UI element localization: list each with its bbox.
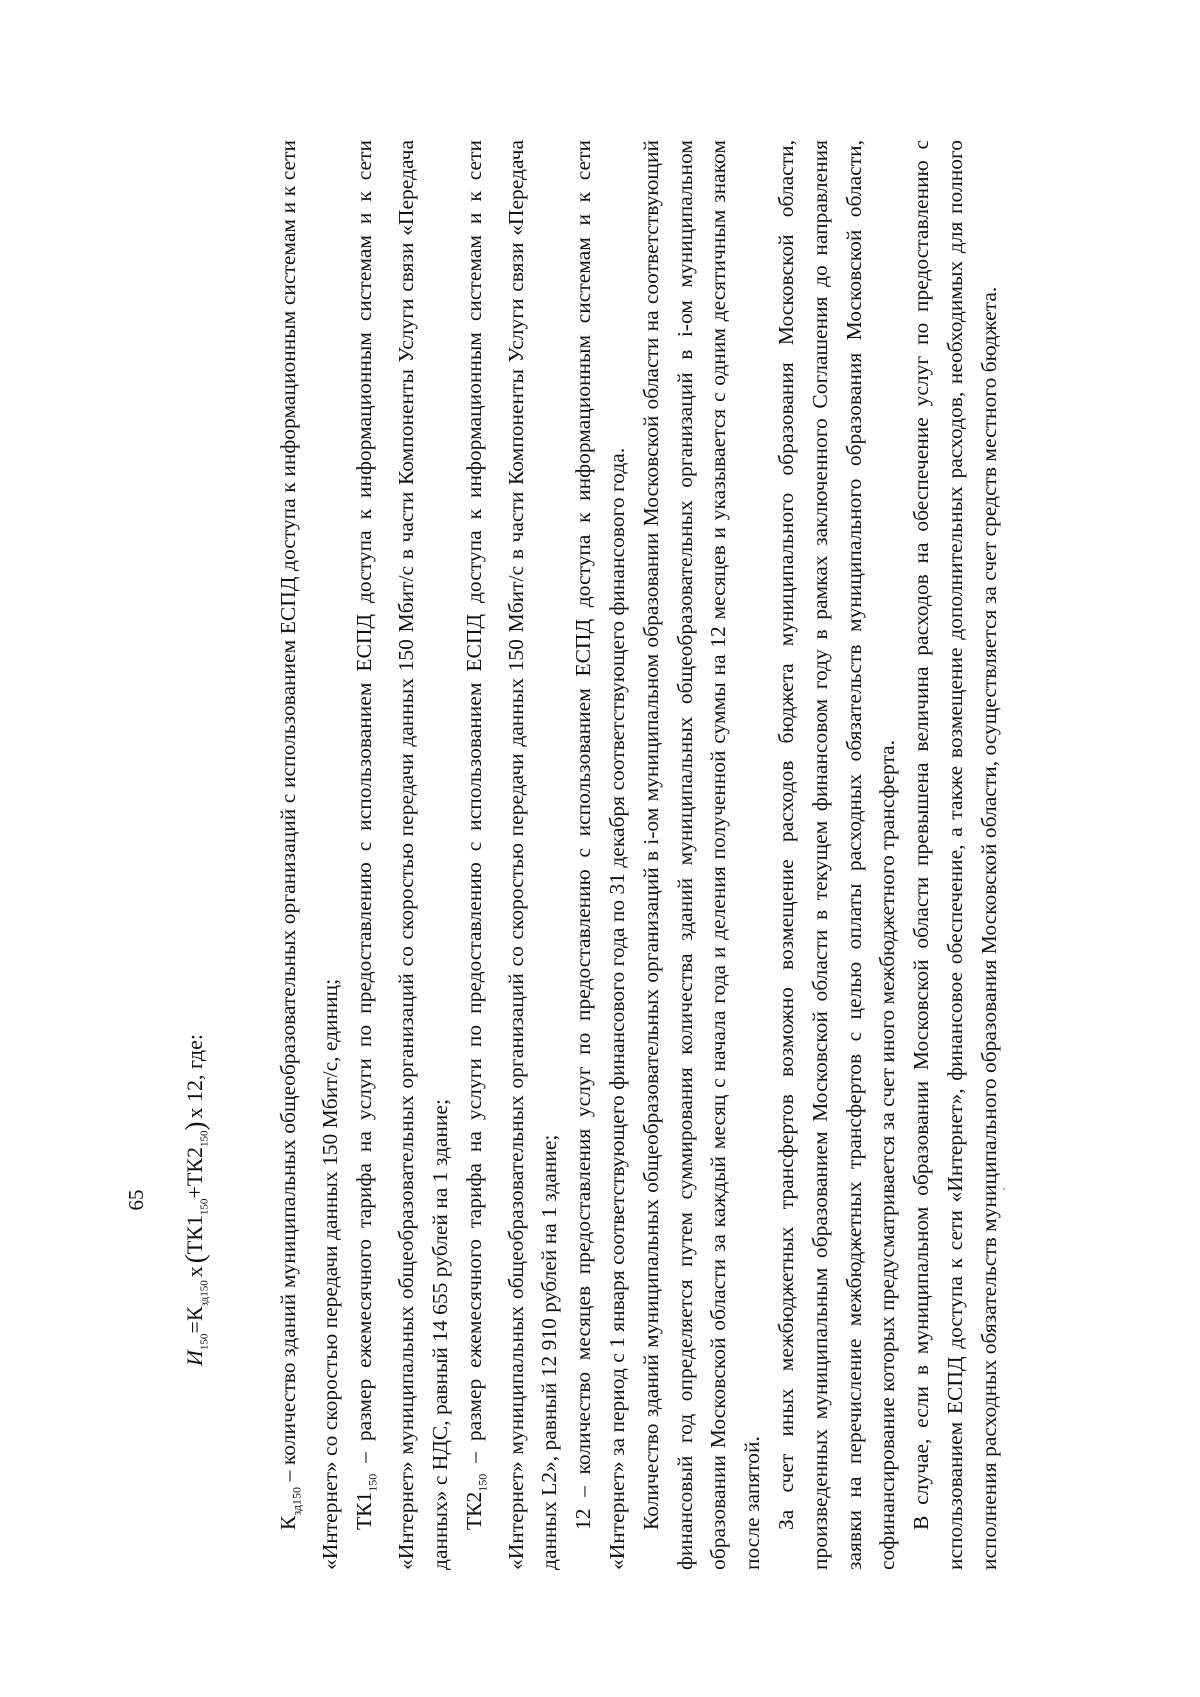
scan-speck [1003, 1188, 1005, 1190]
formula-tail: х 12, где: [182, 1034, 207, 1119]
formula-times: х [182, 1266, 207, 1278]
formula-k-sub: зд150 [198, 1280, 211, 1307]
formula-lhs: И [182, 1350, 207, 1366]
formula-lhs-sub: 150 [198, 1333, 211, 1351]
formula-tk1: ТК1 [182, 1215, 207, 1255]
def-symbol: ТК1 [351, 1491, 376, 1530]
formula-tk2: ТК2 [182, 1147, 207, 1187]
formula-tk2-sub: 150 [198, 1130, 211, 1148]
definition-12-months [567, 140, 635, 1570]
formula: $И_{150}=К_{зд150}х(ТК1_{150}+ТК2_{150})х$ 12, где: [180, 1034, 211, 1366]
def-symbol: ТК2 [461, 1491, 486, 1530]
def-symbol: К [276, 1515, 300, 1530]
definition-tk1-150 [348, 140, 458, 1570]
def-text: – количество зданий муниципальных общеобразовательных организаций с использованием ЕСПД доступа к информационным системам и к сети «Интернет» со скоростью передачи данных 150 Мбит/с, единиц; [276, 140, 343, 1570]
def-text: – размер ежемесячного тарифа на услуги по предоставлению с использованием ЕСПД доступа к информационным системам и к сети «Интернет» муниципальных общеобразовательных организаций со скоростью передачи данных 150 Мбит/с в части Компоненты Услуги связи «Передача данных L2», равный 12 910 рублей на 1 здание; [461, 140, 562, 1570]
def-symbol-sub: зд150 [289, 1487, 304, 1516]
definition-k-zd150 [272, 140, 348, 1570]
formula-k: К [182, 1306, 207, 1322]
def-text: – количество месяцев предоставления услуг по предоставлению с использованием ЕСПД доступа к информационным системам и к сети «Интернет» за период с 1 января соответствующего финансового года по 31 декабря соответствующего финансового года. [571, 140, 630, 1570]
formula-tk1-sub: 150 [198, 1198, 211, 1216]
definition-tk2-150 [458, 140, 568, 1570]
def-symbol-sub: 150 [474, 1473, 489, 1492]
def-symbol: 12 [571, 1508, 596, 1530]
paragraph-local-budget: В случае, если в муниципальном образовании Московской области превышена величина расходов на обеспечение услуг по предоставлению с использованием ЕСПД доступа к сети «Интернет», финансовое обеспечение, а также возмещение дополнительных расходов, необходимых для полного исполнения расходных обязательств муниципального образования Московской области, осуществляется за счет средств местного бюджета. [909, 140, 1001, 1570]
formula-plus: + [182, 1186, 207, 1199]
rotated-page [124, 140, 1130, 1570]
def-text: – размер ежемесячного тарифа на услуги по предоставлению с использованием ЕСПД доступа к информационным системам и к сети «Интернет» муниципальных общеобразовательных организаций со скоростью передачи данных 150 Мбит/с в части Компоненты Услуги связи «Передача данных» с НДС, равный 14 655 рублей на 1 здание; [351, 140, 452, 1570]
def-symbol-sub: 150 [365, 1473, 380, 1492]
paragraph-reimbursement: За счет иных межбюджетных трансфертов возможно возмещение расходов бюджета муниципального образования Московской области, произведенных муниципальным образованием Московской области в текущем финансовом году в рамках заключенного Соглашения до направления заявки на перечисление межбюджетных трансфертов с целью оплаты расходных обязательств муниципального образования Московской области, софинансирование которых предусматривается за счет иного межбюджетного трансферта. [774, 140, 900, 1570]
document-body [272, 140, 1007, 1570]
paragraph-building-count: Количество зданий муниципальных общеобразовательных организаций в i-ом муниципальном образовании Московской области на соответствующий финансовый год определяется путем суммирования количества зданий муниципальных общеобразовательных организаций в i-ом муниципальном образовании Московской области за каждый месяц с начала года и деления полученной суммы на 12 месяцев и указывается с одним десятичным знаком после запятой. [638, 140, 765, 1570]
page-number: 65 [124, 1189, 148, 1211]
